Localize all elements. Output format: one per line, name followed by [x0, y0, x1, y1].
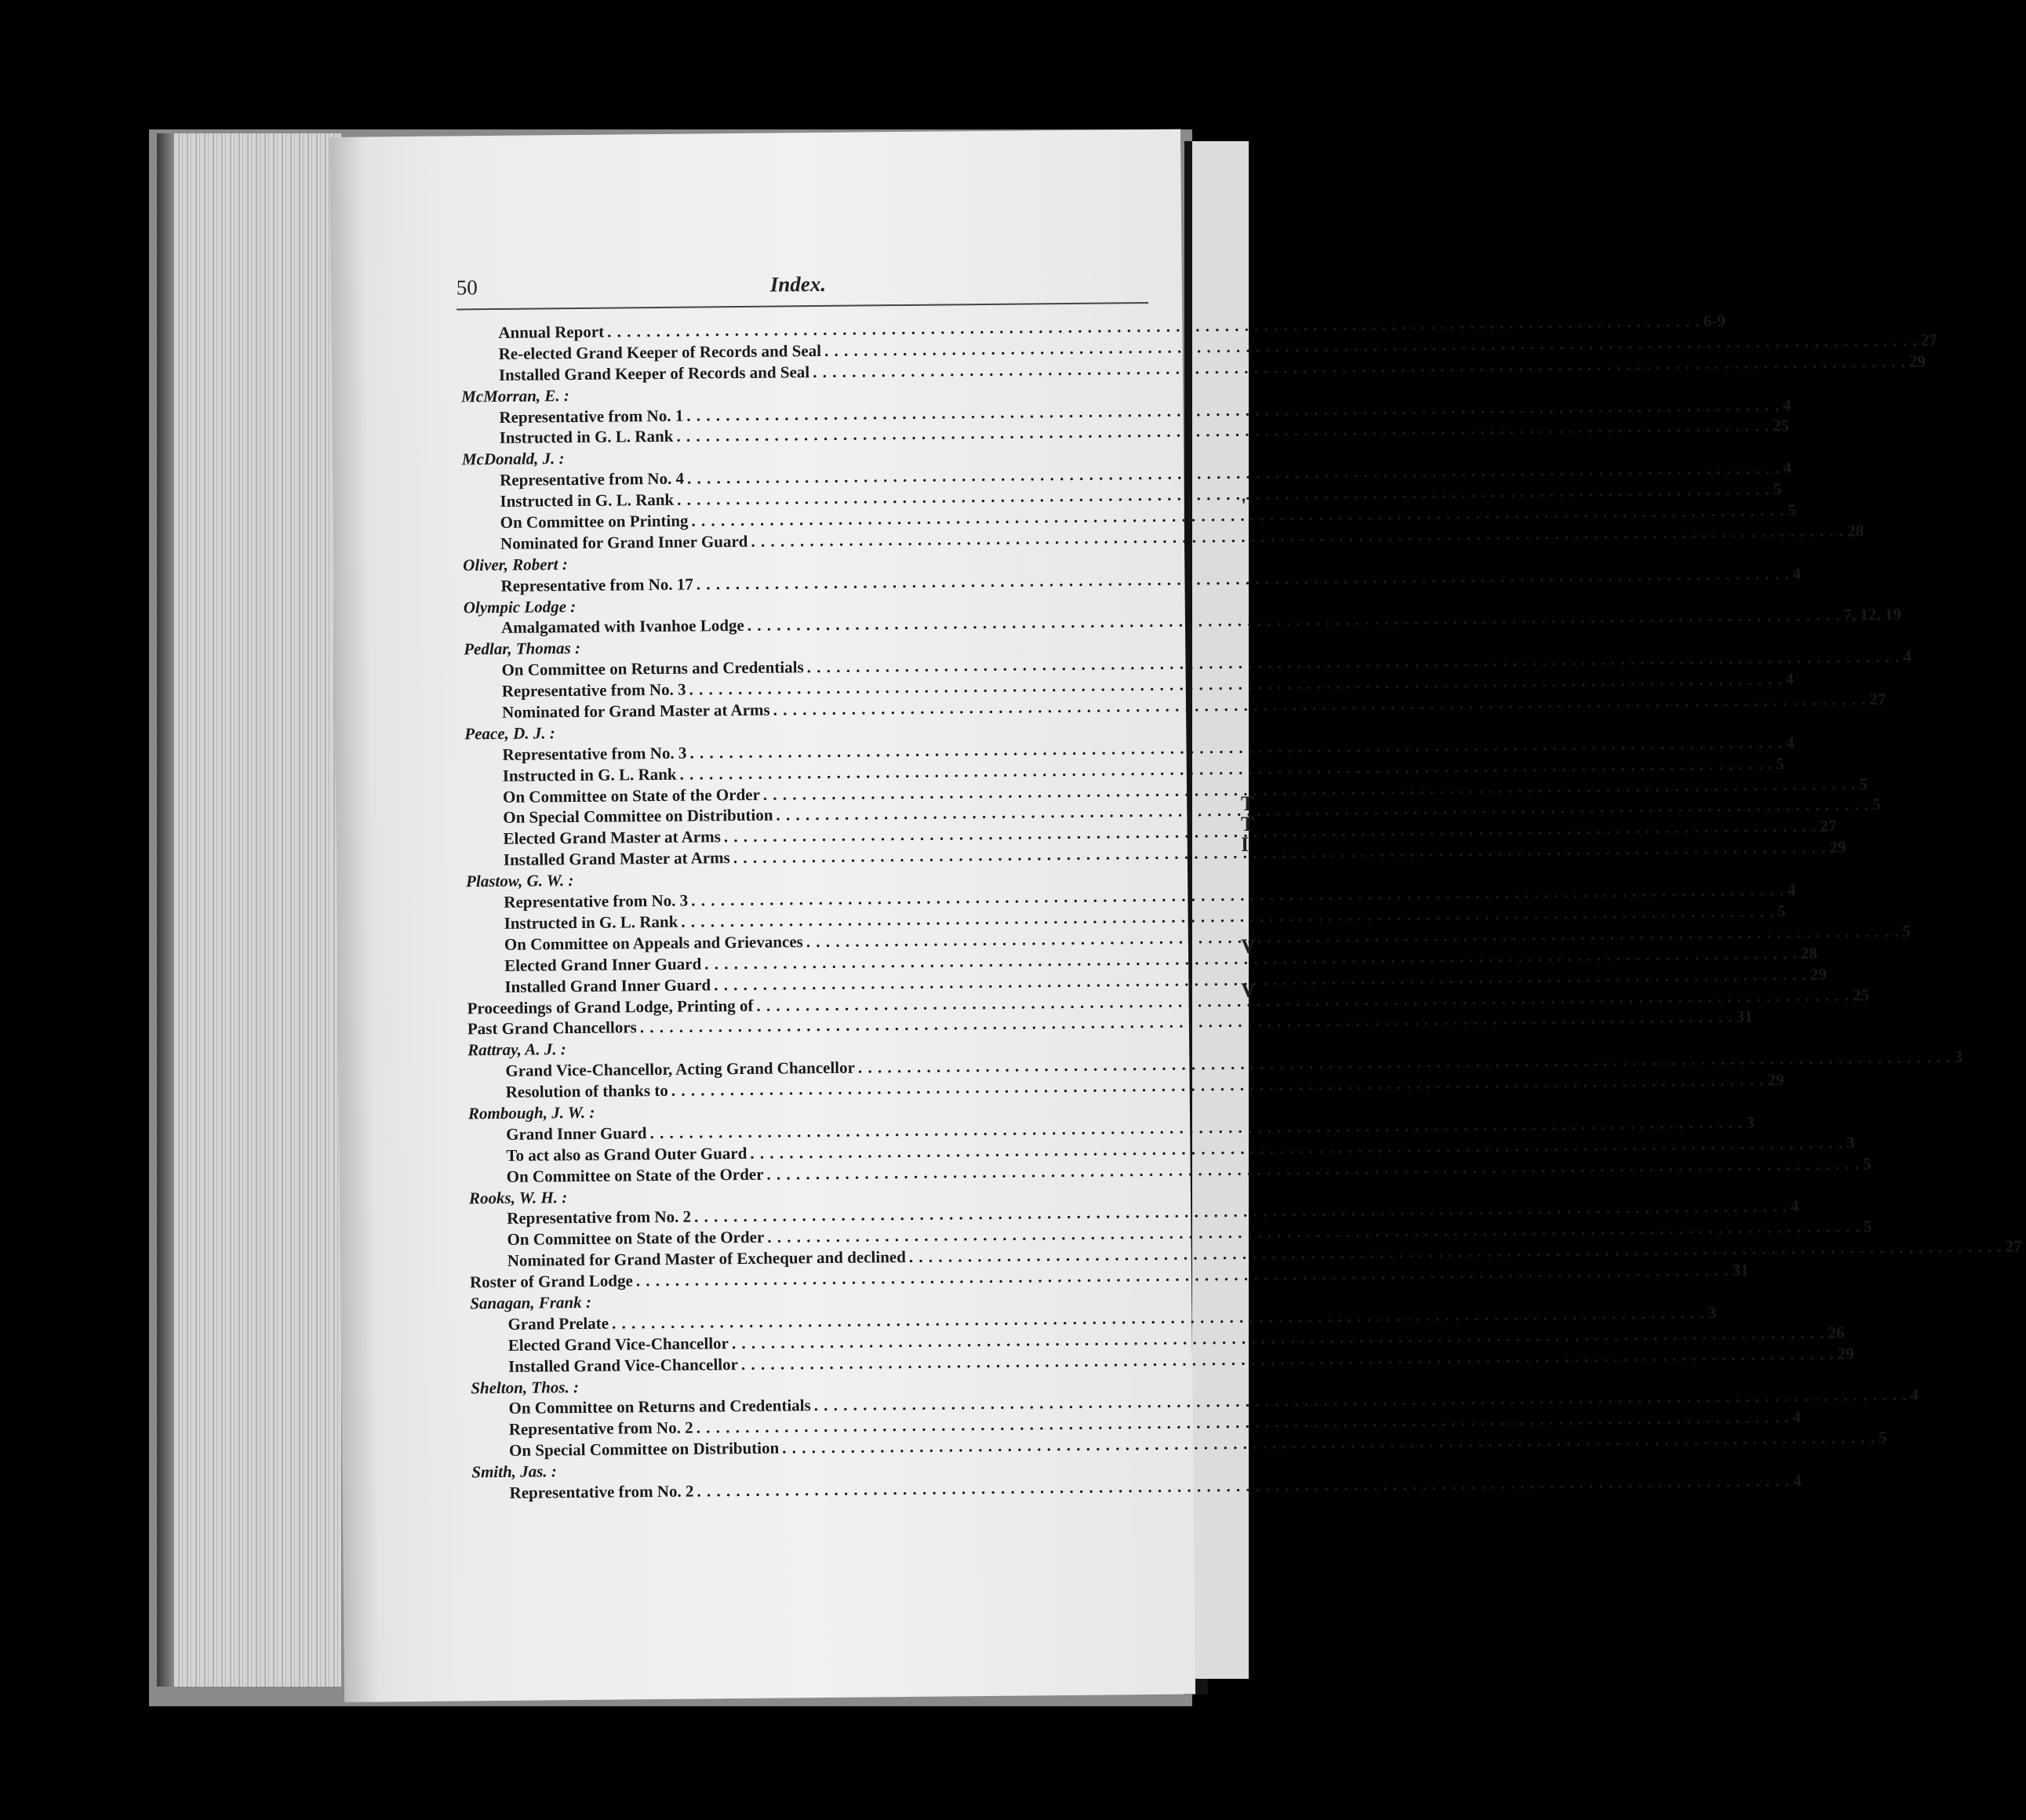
entry-text: Nominated for Grand Inner Guard — [500, 531, 748, 553]
entry-text: On Special Committee on Distribution — [503, 806, 773, 828]
entry-text: On Committee on Appeals and Grievances — [504, 932, 803, 954]
page-reference: 29 — [1837, 1344, 1854, 1363]
entry-text: Representative from No. 3 — [501, 679, 686, 701]
entry-text: Instructed in G. L. Rank — [502, 764, 677, 785]
entry-text: Nominated for Grand Master of Exchequer and declined — [507, 1247, 906, 1271]
page-header — [456, 269, 1147, 307]
adjacent-fragment: T — [1241, 813, 1255, 835]
adjacent-fragment: V — [1241, 979, 1256, 1002]
entry-text: Grand Prelate — [507, 1313, 609, 1334]
page-reference: 25 — [1772, 416, 1790, 435]
page-reference: 5 — [1863, 1153, 1871, 1173]
entry-text: Annual Report — [498, 322, 605, 342]
page-reference: 29 — [1908, 351, 1926, 371]
page-reference: 4 — [1792, 563, 1802, 583]
page-reference: 4 — [1790, 1196, 1799, 1216]
page-reference: 27 — [2005, 1236, 2022, 1256]
entry-text: McMorran, E. : — [461, 385, 569, 406]
entry-text: Oliver, Robert : — [463, 554, 568, 575]
page-reference: 3 — [1846, 1133, 1855, 1152]
entry-text: Representative from No. 2 — [507, 1207, 692, 1228]
entry-text: Past Grand Chancellors — [467, 1017, 637, 1039]
entry-text: Installed Grand Vice-Chancellor — [507, 1354, 738, 1376]
entry-text: On Committee on Returns and Credentials — [508, 1396, 811, 1418]
entry-text: Representative from No. 1 — [499, 406, 684, 427]
adjacent-fragment: I — [1241, 833, 1249, 856]
page-reference: 4 — [1782, 395, 1791, 414]
entry-text: Resolution of thanks to — [505, 1080, 668, 1101]
entry-text: To act also as Grand Outer Guard — [506, 1143, 747, 1165]
page-reference: 29 — [1767, 1070, 1784, 1090]
entry-text: Representative from No. 17 — [500, 574, 693, 595]
entry-text: Representative from No. 2 — [508, 1418, 693, 1440]
entry-text: Instructed in G. L. Rank — [500, 490, 675, 511]
adjacent-fragment: ' — [1241, 494, 1247, 517]
entry-text: Peace, D. J. : — [464, 723, 555, 744]
entry-text: Rattray, A. J. : — [467, 1039, 566, 1060]
page-reference: 27 — [1920, 330, 1937, 350]
page-number: 50 — [456, 275, 478, 300]
entry-text: Sanagan, Frank : — [470, 1292, 592, 1313]
entry-text: Instructed in G. L. Rank — [499, 427, 674, 448]
entry-text: Amalgamated with Ivanhoe Lodge — [500, 616, 744, 638]
entry-text: Pedlar, Thomas : — [464, 639, 581, 659]
adjacent-fragment: V — [1241, 935, 1256, 958]
index-page — [329, 129, 2022, 1702]
page-reference: 5 — [1777, 901, 1786, 921]
page-reference: 4 — [1785, 669, 1794, 689]
entry-text: Grand Inner Guard — [506, 1123, 647, 1144]
entry-text: Representative from No. 4 — [500, 468, 685, 490]
page-reference: 5 — [1788, 500, 1796, 520]
entry-text: On Committee on Returns and Credentials — [501, 657, 804, 680]
page-reference: 4 — [1792, 1471, 1802, 1491]
page-reference: 27 — [1869, 690, 1886, 709]
page-reference: 5 — [1878, 1428, 1887, 1447]
entry-text: On Committee on State of the Order — [502, 784, 760, 806]
entry-text: McDonald, J. : — [461, 449, 565, 469]
entry-text: Elected Grand Vice-Chancellor — [507, 1333, 729, 1355]
entry-text: Representative from No. 3 — [502, 743, 687, 764]
page-reference: 5 — [1863, 1217, 1872, 1236]
page-reference: 4 — [1910, 1385, 1919, 1405]
page-reference: 26 — [1828, 1323, 1845, 1342]
page-reference: 5 — [1859, 774, 1868, 793]
page-reference: 28 — [1846, 521, 1864, 541]
entry-text: On Committee on State of the Order — [507, 1228, 765, 1250]
entry-text: Representative from No. 3 — [504, 890, 689, 912]
page-reference: 3 — [1746, 1112, 1755, 1132]
index-entries — [460, 311, 2022, 1504]
page-edges — [157, 133, 341, 1687]
page-title: Index. — [769, 271, 827, 297]
page-reference: 5 — [1902, 921, 1911, 941]
page-reference: 3 — [1708, 1302, 1717, 1323]
entry-text: Instructed in G. L. Rank — [504, 912, 678, 933]
page-reference: 27 — [1820, 816, 1837, 836]
page-reference: 31 — [1736, 1007, 1753, 1027]
entry-text: On Committee on Printing — [500, 511, 689, 532]
page-reference: 4 — [1783, 458, 1792, 478]
page-reference: 4 — [1785, 732, 1795, 752]
entry-text: Elected Grand Master at Arms — [503, 827, 721, 849]
page-reference: 5 — [1776, 753, 1784, 774]
entry-text: Representative from No. 2 — [509, 1481, 694, 1502]
page-reference: 4 — [1792, 1407, 1801, 1427]
entry-text: Shelton, Thos. : — [471, 1377, 580, 1397]
entry-text: Installed Grand Inner Guard — [504, 974, 711, 996]
entry-text: Installed Grand Master at Arms — [503, 848, 730, 870]
entry-text: Rombough, J. W. : — [467, 1102, 595, 1123]
entry-text: Roster of Grand Lodge — [469, 1271, 633, 1292]
entry-text: On Special Committee on Distribution — [508, 1438, 780, 1461]
page-reference: 7, 12, 19 — [1843, 605, 1902, 624]
page-reference: 28 — [1800, 943, 1817, 963]
page-reference: 25 — [1852, 985, 1870, 1004]
entry-text: On Committee on State of the Order — [506, 1164, 764, 1186]
entry-text: Nominated for Grand Master at Arms — [501, 700, 770, 722]
entry-text: Plastow, G. W. : — [465, 871, 574, 891]
entry-text: Installed Grand Keeper of Records and Seal — [498, 362, 810, 384]
page-reference: 29 — [1829, 837, 1846, 857]
page-reference: 4 — [1903, 646, 1912, 667]
page-reference: 6-9 — [1703, 311, 1726, 331]
entry-text: Rooks, W. H. : — [468, 1187, 568, 1207]
page-reference: 31 — [1732, 1260, 1749, 1279]
entry-text: Smith, Jas. : — [471, 1461, 557, 1482]
page-reference: 3 — [1954, 1047, 1963, 1067]
entry-text: Olympic Lodge : — [463, 596, 577, 617]
entry-text: Re-elected Grand Keeper of Records and Seal — [498, 340, 822, 363]
page-reference: 5 — [1872, 795, 1881, 814]
page-reference: 4 — [1787, 880, 1796, 900]
entry-text: Elected Grand Inner Guard — [504, 954, 702, 975]
entry-text: Proceedings of Grand Lodge, Printing of — [467, 996, 754, 1017]
page-reference: 29 — [1810, 964, 1827, 984]
adjacent-fragment: T — [1241, 792, 1255, 815]
page-reference: 5 — [1773, 479, 1782, 499]
entry-text: Grand Vice-Chancellor, Acting Grand Chancellor — [505, 1057, 856, 1081]
